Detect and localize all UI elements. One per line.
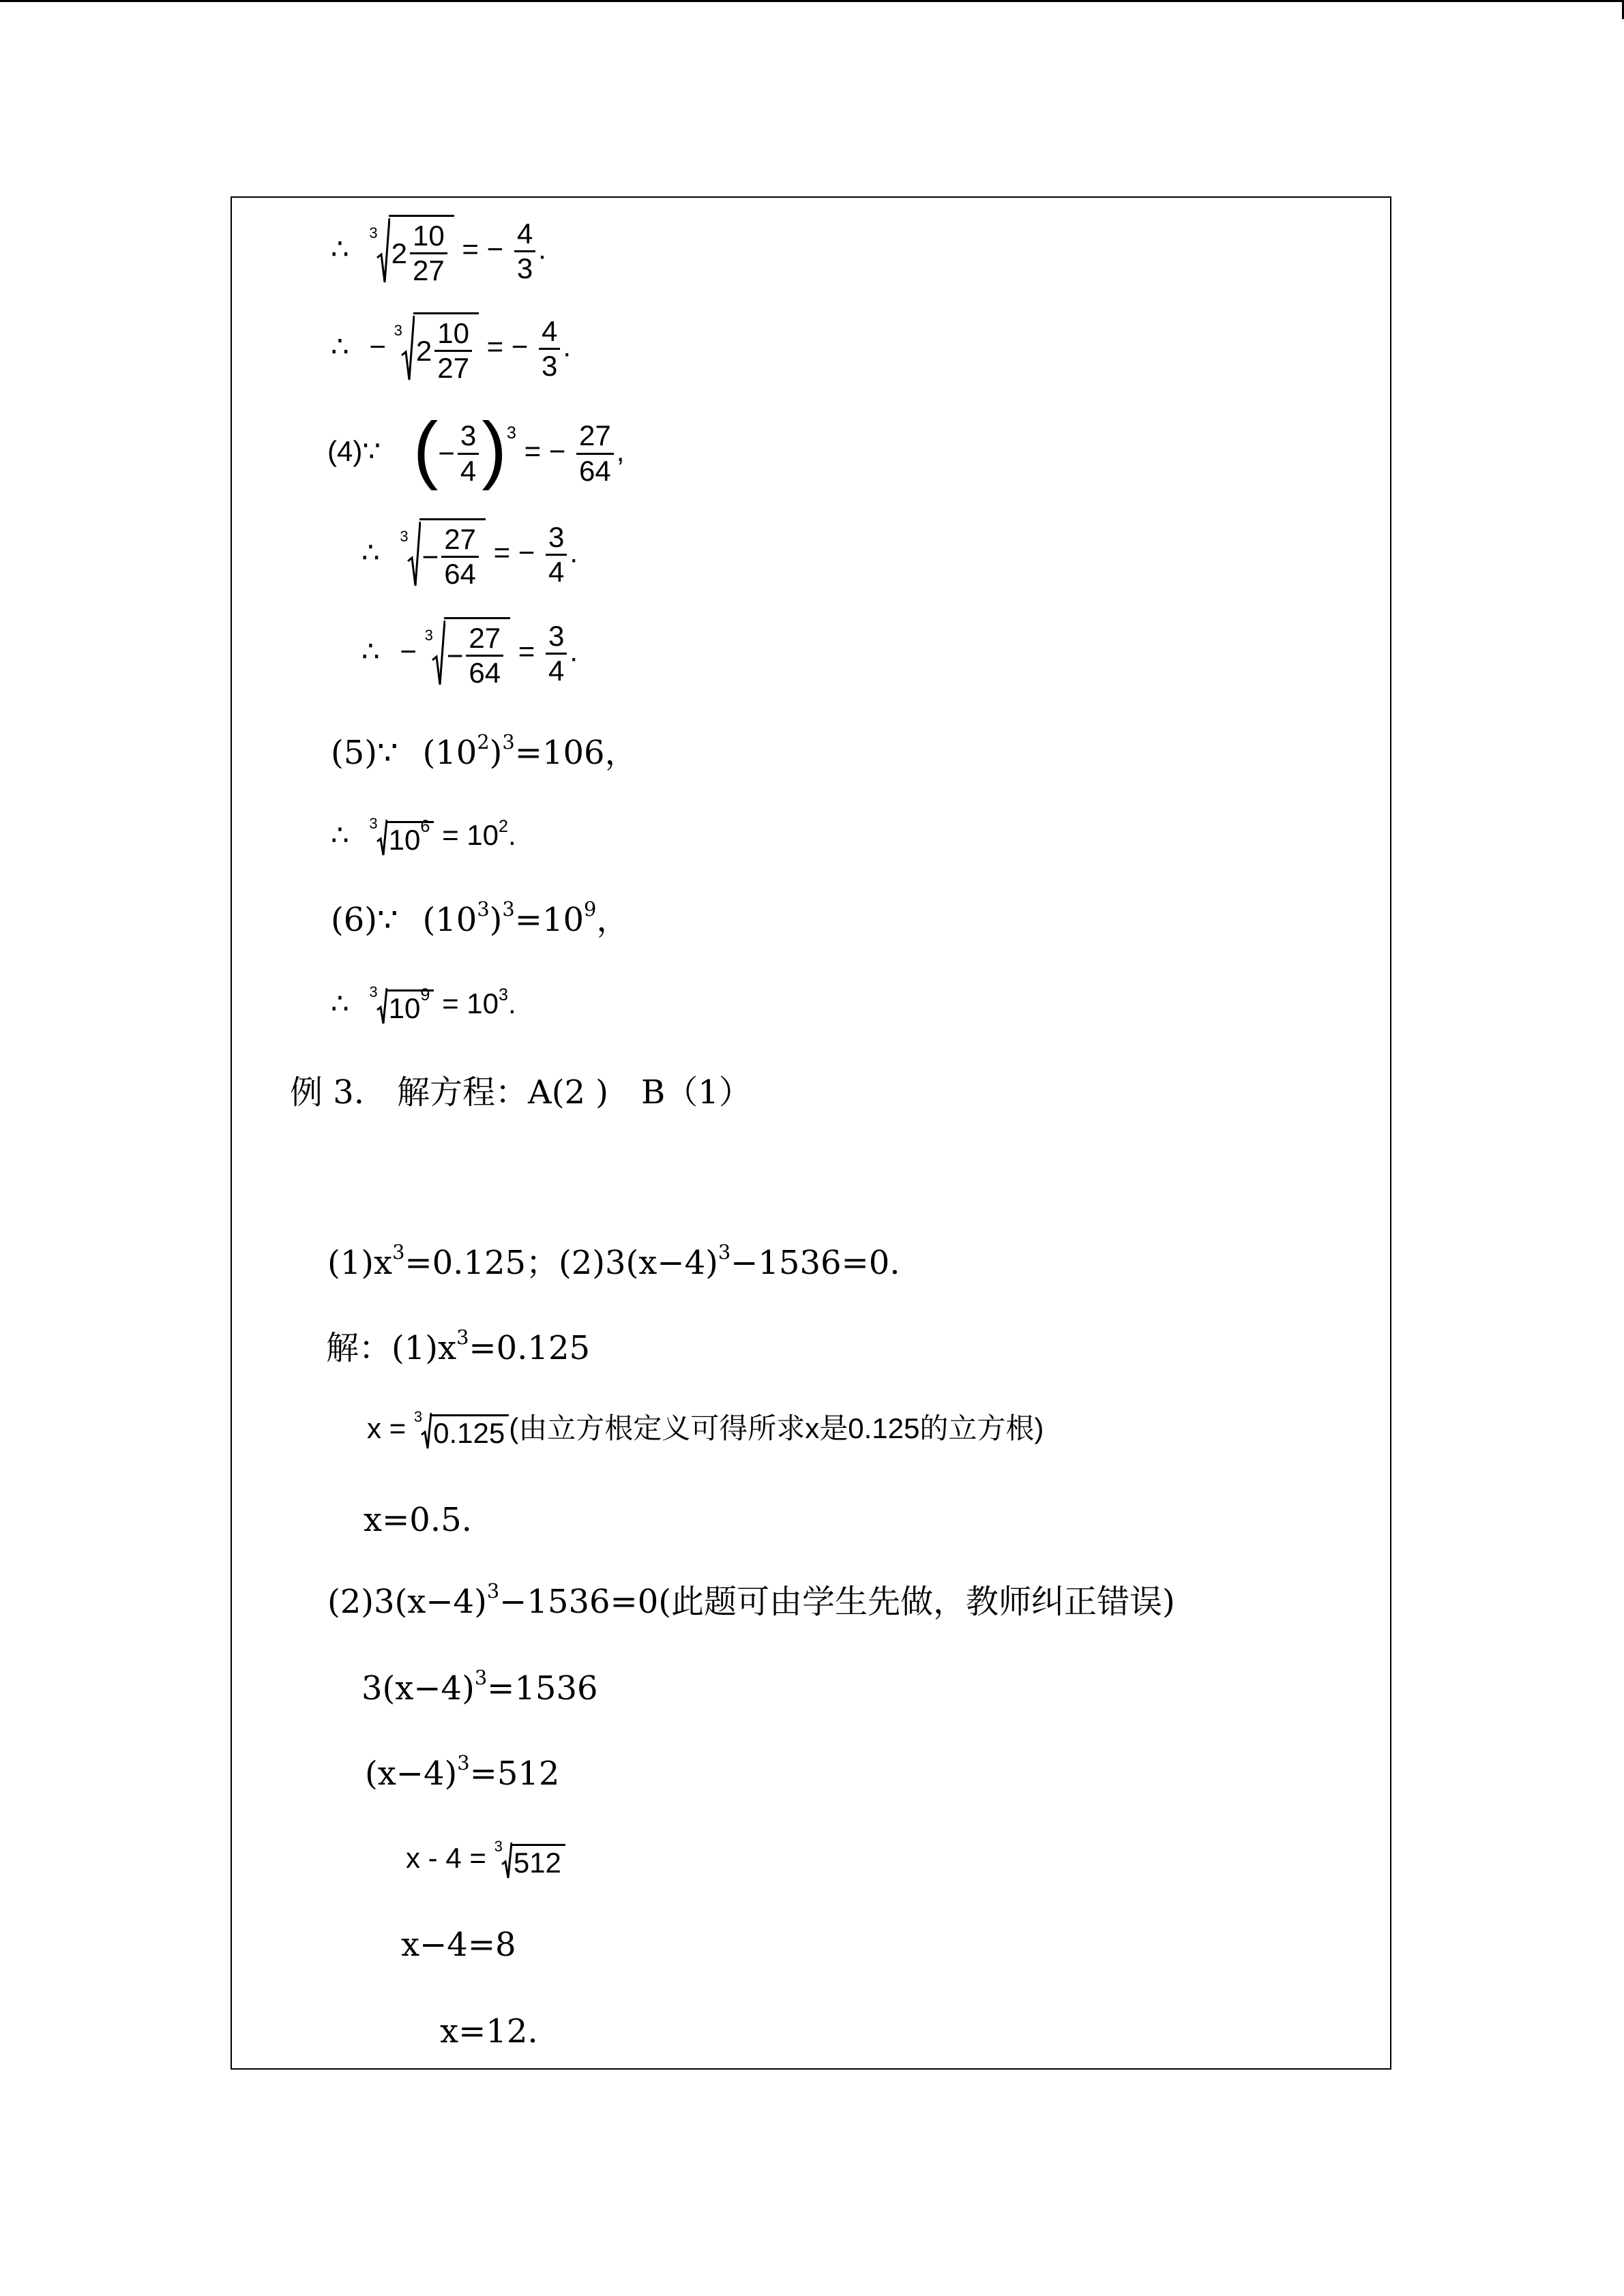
explanation-note: (由立方根定义可得所求x是0.125的立方根) (509, 1412, 1044, 1445)
line-6: (5)∵ $(10^2)^3=106$， (331, 730, 638, 772)
solution-start: 解：$(1)x^3=0.125$ (326, 1326, 591, 1367)
line-14: x=0.5. (364, 1501, 472, 1539)
page-top-border (0, 0, 1624, 2)
line-8: (6)∵ $(10^3)^3=10^9$， (331, 897, 630, 939)
cube-root: 3 2 $\frac{10}{27}$ (394, 312, 479, 385)
cube-root: 3 − $\frac{27}{64}$ (400, 518, 486, 591)
line-5: ∴ − 3 − $\frac{27}{64}$ = $\frac{3}{4}$ . (361, 617, 578, 690)
radical-sign-icon (407, 520, 421, 588)
radical-sign-icon (377, 217, 390, 285)
cube-root: 3 0.125 (414, 1412, 509, 1450)
line-9: ∴ 3 10 9 = $10^3$. (331, 983, 516, 1024)
radical-sign-icon (432, 619, 445, 687)
therefore-symbol: ∴ (331, 233, 349, 265)
line-13: x = 3 0.125 (由立方根定义可得所求x是0.125的立方根) (367, 1408, 1044, 1449)
line-7: ∴ 3 10 6 = $10^2$. (331, 815, 516, 856)
problem-statement: $(1)x^3=0.125$；$(2)3(x-4)^3-1536=0$. (327, 1240, 900, 1282)
line-17: $(x-4)^3=512$ (365, 1751, 560, 1793)
line-19: x−4=8 (401, 1926, 516, 1964)
fraction: $\frac{10}{27}$ (410, 220, 447, 288)
cube-root: 3 − $\frac{27}{64}$ (425, 617, 511, 690)
line-16: $3(x-4)^3=1536$ (361, 1666, 598, 1708)
line-1: ∴ 3 2 $\frac{10}{27}$ = − $\frac{4}{3}$ . (331, 215, 546, 288)
root-index: 3 (369, 224, 378, 242)
line-15: $(2)3(x-4)^3-1536=0$(此题可由学生先做，教师纠正错误) (327, 1579, 1175, 1621)
cube-root: 3 10 9 (369, 987, 434, 1025)
line-4: ∴ 3 − $\frac{27}{64}$ = − $\frac{3}{4}$ . (361, 518, 578, 591)
cube-root: 3 512 (494, 1841, 565, 1879)
fraction: $\frac{4}{3}$ (514, 218, 535, 286)
radical-sign-icon (401, 314, 415, 383)
example-heading: 例 3. 解方程：A(2 ) B（1） (290, 1073, 752, 1112)
line-3: (4)∵ ( − $\frac{3}{4}$ ) $^3$ = − $\frac{27}{64}$ , (327, 407, 625, 491)
line-2: ∴ − 3 2 $\frac{10}{27}$ = − $\frac{4}{3}$ . (331, 312, 571, 385)
parenthesized-fraction: ( − $\frac{3}{4}$ ) (413, 407, 507, 491)
line-18: x - 4 = 3 512 (406, 1841, 565, 1879)
cube-root: 3 10 6 (369, 818, 434, 856)
line-20: x=12. (440, 2012, 538, 2051)
cube-root: 3 2 $\frac{10}{27}$ (369, 215, 454, 288)
